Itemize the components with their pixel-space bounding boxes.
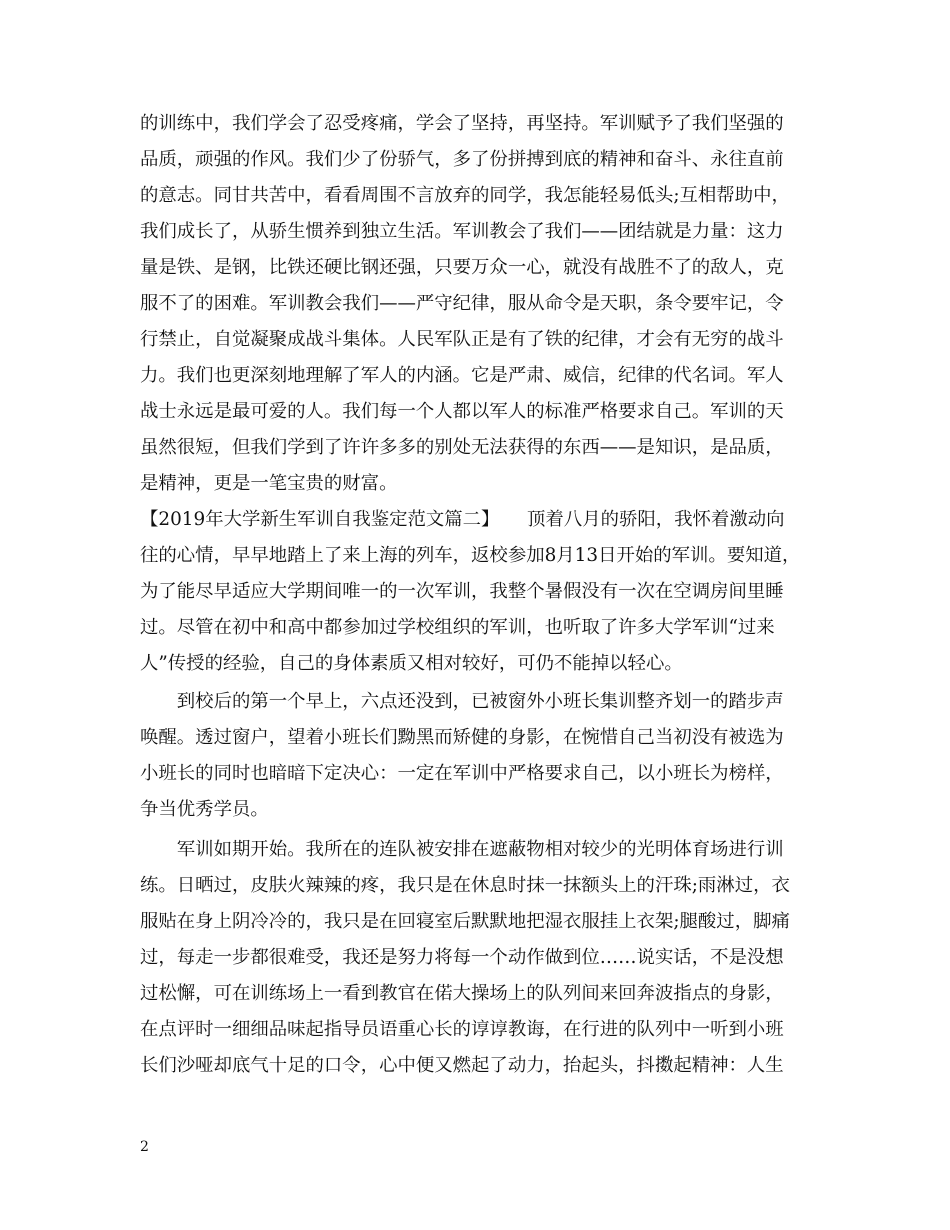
text-line: 在点评时一细细品味起指导员语重心长的谆谆教诲，在行进的队列中一听到小班 [140,1019,784,1040]
page-number: 2 [140,1139,149,1155]
text-line: 往的心情，早早地踏上了来上海的列车，返校参加8月13日开始的军训。要知道， [140,545,801,566]
text-line: 服不了的困难。军训教会我们——严守纪律，服从命令是天职，条令要牢记，令 [140,293,784,314]
paragraph-start-line: 军训如期开始。我所在的连队被安排在遮蔽物相对较少的光明体育场进行训 [140,839,784,860]
text-line: 唤醒。透过窗户，望着小班长们黝黑而矫健的身影，在惋惜自己当初没有被选为 [140,727,784,748]
text-line: 练。日晒过，皮肤火辣辣的疼，我只是在休息时抹一抹额头上的汗珠;雨淋过，衣 [140,875,790,896]
text-line: 品质，顽强的作风。我们少了份骄气，多了份拼搏到底的精神和奋斗、永往直前 [140,149,784,170]
text-line: 是精神，更是一笔宝贵的财富。 [140,473,398,494]
text-line: 力。我们也更深刻地理解了军人的内涵。它是严肃、威信，纪律的代名词。军人 [140,365,784,386]
text-line: 服贴在身上阴冷冷的，我只是在回寝室后默默地把湿衣服挂上衣架;腿酸过，脚痛 [140,911,790,932]
text-line: 我们成长了，从骄生惯养到独立生活。军训教会了我们——团结就是力量：这力 [140,221,784,242]
text-line: 人”传授的经验，自己的身体素质又相对较好，可仍不能掉以轻心。 [140,653,683,674]
text-line: 的意志。同甘共苦中，看看周围不言放弃的同学，我怎能轻易低头;互相帮助中， [140,185,790,206]
text-line: 的训练中，我们学会了忍受疼痛，学会了坚持，再坚持。军训赋予了我们坚强的 [140,113,784,134]
text-line: 过。尽管在初中和高中都参加过学校组织的军训，也听取了许多大学军训“过来 [140,617,775,638]
paragraph-start-line: 到校后的第一个早上，六点还没到，已被窗外小班长集训整齐划一的踏步声 [140,691,784,712]
text-line: 量是铁、是钢，比铁还硬比钢还强，只要万众一心，就没有战胜不了的敌人，克 [140,257,784,278]
text-line: 为了能尽早适应大学期间唯一的一次军训，我整个暑假没有一次在空调房间里睡 [140,581,784,602]
text-line: 虽然很短，但我们学到了许许多多的别处无法获得的东西——是知识，是品质， [140,437,784,458]
text-line: 争当优秀学员。 [140,799,269,820]
text-line: 长们沙哑却底气十足的口令，心中便又燃起了动力，抬起头，抖擞起精神：人生 [140,1055,784,1076]
text-line: 过松懈，可在训练场上一看到教官在偌大操场上的队列间来回奔波指点的身影， [140,983,784,1004]
text-line: 行禁止，自觉凝聚成战斗集体。人民军队正是有了铁的纪律，才会有无穷的战斗 [140,329,784,350]
section-heading-line: 【2019年大学新生军训自我鉴定范文篇二】 顶着八月的骄阳，我怀着激动向 [140,509,785,530]
text-line: 小班长的同时也暗暗下定决心：一定在军训中严格要求自己，以小班长为榜样， [140,763,784,784]
text-line: 战士永远是最可爱的人。我们每一个人都以军人的标准严格要求自己。军训的天 [140,401,784,422]
text-line: 过，每走一步都很难受，我还是努力将每一个动作做到位……说实话，不是没想 [140,947,784,968]
